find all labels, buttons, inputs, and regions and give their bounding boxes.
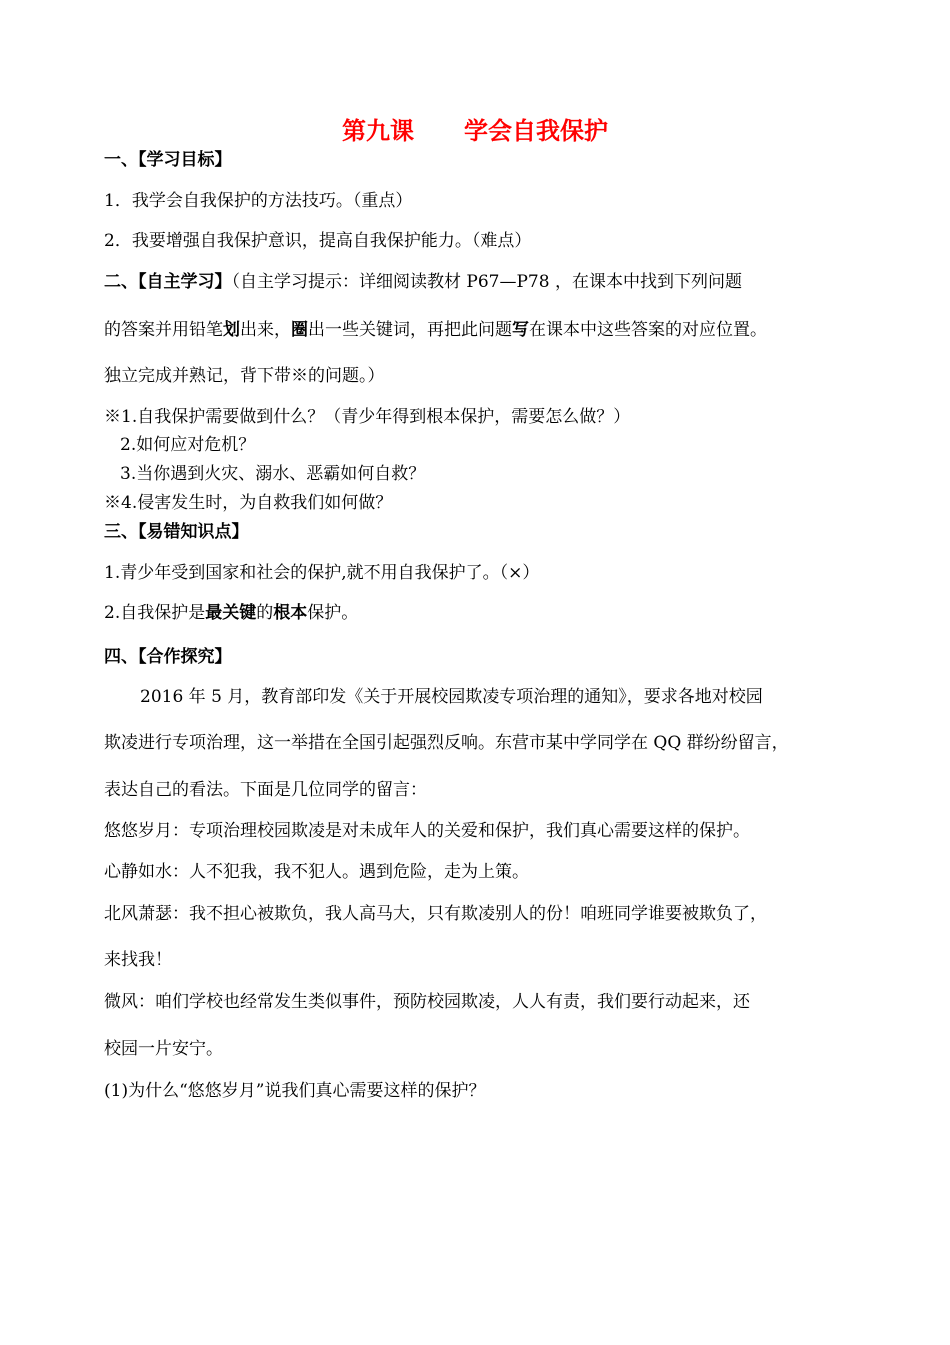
message-2: 心静如水：人不犯我，我不犯人。遇到危险，走为上策。 xyxy=(104,862,529,882)
error-bold-word: 最关键 xyxy=(205,603,257,623)
section-heading-errors: 三、【易错知识点】 xyxy=(104,522,249,542)
hint-text: 出来， xyxy=(240,320,291,340)
lesson-number: 第九课 xyxy=(342,116,414,145)
message-4-line-2: 校园一片安宁。 xyxy=(104,1039,223,1059)
case-paragraph-line-3: 表达自己的看法。下面是几位同学的留言： xyxy=(104,780,427,800)
lesson-name: 学会自我保护 xyxy=(464,116,608,145)
error-text: 保护。 xyxy=(307,603,359,623)
hint-bold-word: 写 xyxy=(512,320,529,340)
goal-item-2: 2．我要增强自我保护意识，提高自我保护能力。（难点） xyxy=(104,231,532,251)
error-bold-word: 根本 xyxy=(273,603,308,623)
hint-text: 在课本中这些答案的对应位置。 xyxy=(529,320,767,340)
case-paragraph-line-1: 2016 年 5 月，教育部印发《关于开展校园欺凌专项治理的通知》，要求各地对校园 xyxy=(140,687,763,707)
section-heading-cooperation: 四、【合作探究】 xyxy=(104,647,232,667)
self-study-intro-line-1 xyxy=(104,270,742,294)
goal-item-1: 1．我学会自我保护的方法技巧。（重点） xyxy=(104,191,413,211)
self-study-intro-line-3: 独立完成并熟记，背下带※的问题。） xyxy=(104,366,385,386)
hint-text: 出一些关键词，再把此问题 xyxy=(308,320,512,340)
error-item-1: 1.青少年受到国家和社会的保护,就不用自我保护了。（×） xyxy=(104,563,540,583)
question-2: 2.如何应对危机？ xyxy=(120,435,256,455)
case-paragraph-line-2: 欺凌进行专项治理，这一举措在全国引起强烈反响。东营市某中学同学在 QQ 群纷纷留言， xyxy=(104,733,789,753)
hint-bold-word: 圈 xyxy=(291,320,308,340)
error-item-2 xyxy=(104,601,358,625)
section-heading-self-study: 二、【自主学习】 xyxy=(104,272,232,292)
hint-text: 的答案并用铅笔 xyxy=(104,320,223,340)
section-heading-goals: 一、【学习目标】 xyxy=(104,150,232,170)
lesson-title xyxy=(0,116,950,146)
message-3-line-1: 北风萧瑟：我不担心被欺负，我人高马大，只有欺凌别人的份！咱班同学谁要被欺负了， xyxy=(104,904,767,924)
error-text: 2.自我保护是 xyxy=(104,603,206,623)
error-text: 的 xyxy=(256,603,274,623)
message-1: 悠悠岁月：专项治理校园欺凌是对未成年人的关爱和保护，我们真心需要这样的保护。 xyxy=(104,821,750,841)
question-3: 3.当你遇到火灾、溺水、恶霸如何自救？ xyxy=(120,464,426,484)
question-1: ※1.自我保护需要做到什么？（青少年得到根本保护，需要怎么做？） xyxy=(104,407,631,427)
question-4: ※4.侵害发生时，为自救我们如何做？ xyxy=(104,493,393,513)
message-4-line-1: 微风：咱们学校也经常发生类似事件，预防校园欺凌，人人有责，我们要行动起来，还 xyxy=(104,992,750,1012)
self-study-intro-line-2 xyxy=(104,318,767,342)
message-3-line-2: 来找我！ xyxy=(104,950,172,970)
discussion-question-1: (1)为什么“悠悠岁月”说我们真心需要这样的保护？ xyxy=(104,1081,486,1101)
self-study-hint: （自主学习提示：详细阅读教材 P67—P78 ，在课本中找到下列问题 xyxy=(231,272,742,292)
hint-bold-word: 划 xyxy=(223,320,240,340)
